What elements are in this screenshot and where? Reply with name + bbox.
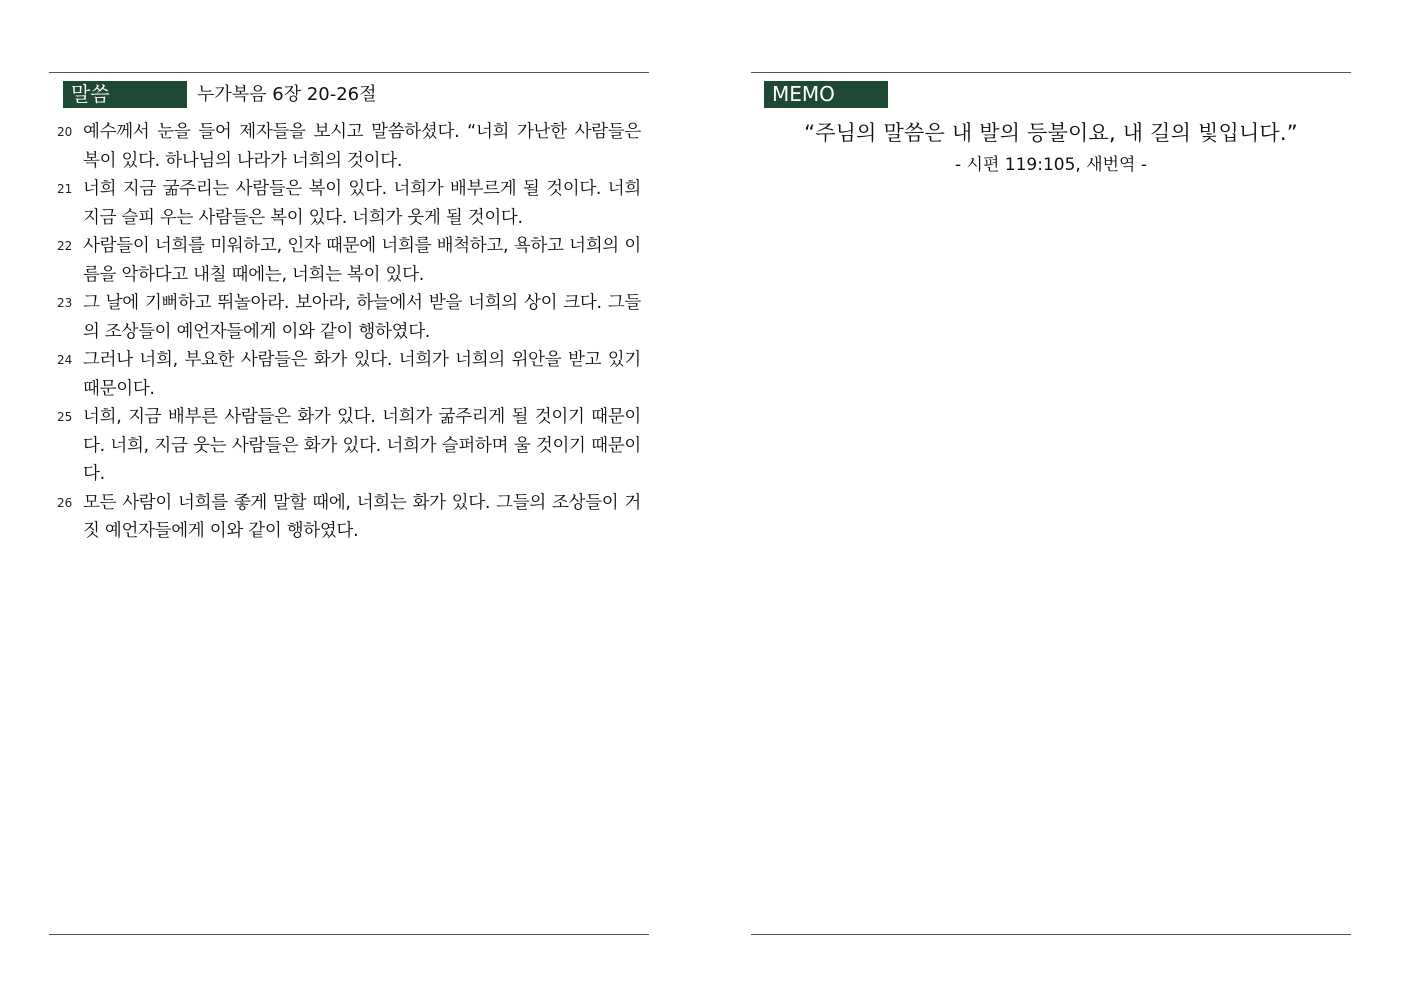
verse-item xyxy=(57,232,641,289)
right-page xyxy=(751,72,1351,935)
left-page xyxy=(49,72,649,935)
verse-number: 21 xyxy=(57,182,73,196)
verse-text: 너희 지금 굶주리는 사람들은 복이 있다. 너희가 배부르게 될 것이다. 너희 지금 슬피 우는 사람들은 복이 있다. 너희가 웃게 될 것이다. xyxy=(83,179,641,228)
verse-text: 그 날에 기뻐하고 뛰놀아라. 보아라, 하늘에서 받을 너희의 상이 크다. 그들의 조상들이 예언자들에게 이와 같이 행하였다. xyxy=(83,293,641,342)
verse-text: 너희, 지금 배부른 사람들은 화가 있다. 너희가 굶주리게 될 것이기 때문이다. 너희, 지금 웃는 사람들은 화가 있다. 너희가 슬퍼하며 울 것이기 때문이다. xyxy=(83,407,641,484)
verse-number: 26 xyxy=(57,495,73,510)
memo-quote: “주님의 말씀은 내 발의 등불이요, 내 길의 빛입니다.” xyxy=(804,121,1298,145)
verse-number: 25 xyxy=(57,410,73,424)
verse-item xyxy=(57,289,641,346)
verse-number: 23 xyxy=(57,296,73,310)
verse-text: 사람들이 너희를 미워하고, 인자 때문에 너희를 배척하고, 욕하고 너희의 이름을 악하다고 내칠 때에는, 너희는 복이 있다. xyxy=(83,236,641,285)
memo-header xyxy=(764,80,888,108)
memo-label: MEMO xyxy=(764,81,888,108)
verse-item xyxy=(57,175,641,232)
verse-text: 그러나 너희, 부요한 사람들은 화가 있다. 너희가 너희의 위안을 받고 있기 때문이다. xyxy=(83,350,641,399)
scripture-label: 말씀 xyxy=(63,81,187,108)
verse-item xyxy=(57,403,641,489)
verse-item xyxy=(57,118,641,175)
scripture-header xyxy=(63,80,377,108)
memo-source: - 시편 119:105, 새번역 - xyxy=(954,155,1148,175)
verse-number: 22 xyxy=(57,239,73,253)
verse-text: 예수께서 눈을 들어 제자들을 보시고 말씀하셨다. “너희 가난한 사람들은 복이 있다. 하나님의 나라가 너희의 것이다. xyxy=(83,122,641,171)
verse-number: 20 xyxy=(57,125,73,139)
verse-item xyxy=(57,346,641,403)
verse-list xyxy=(57,118,641,546)
verse-item xyxy=(57,489,641,546)
verse-number: 24 xyxy=(57,353,73,367)
scripture-reference: 누가복음 6장 20-26절 xyxy=(197,83,377,105)
verse-text: 모든 사람이 너희를 좋게 말할 때에, 너희는 화가 있다. 그들의 조상들이 거짓 예언자들에게 이와 같이 행하였다. xyxy=(83,492,641,541)
